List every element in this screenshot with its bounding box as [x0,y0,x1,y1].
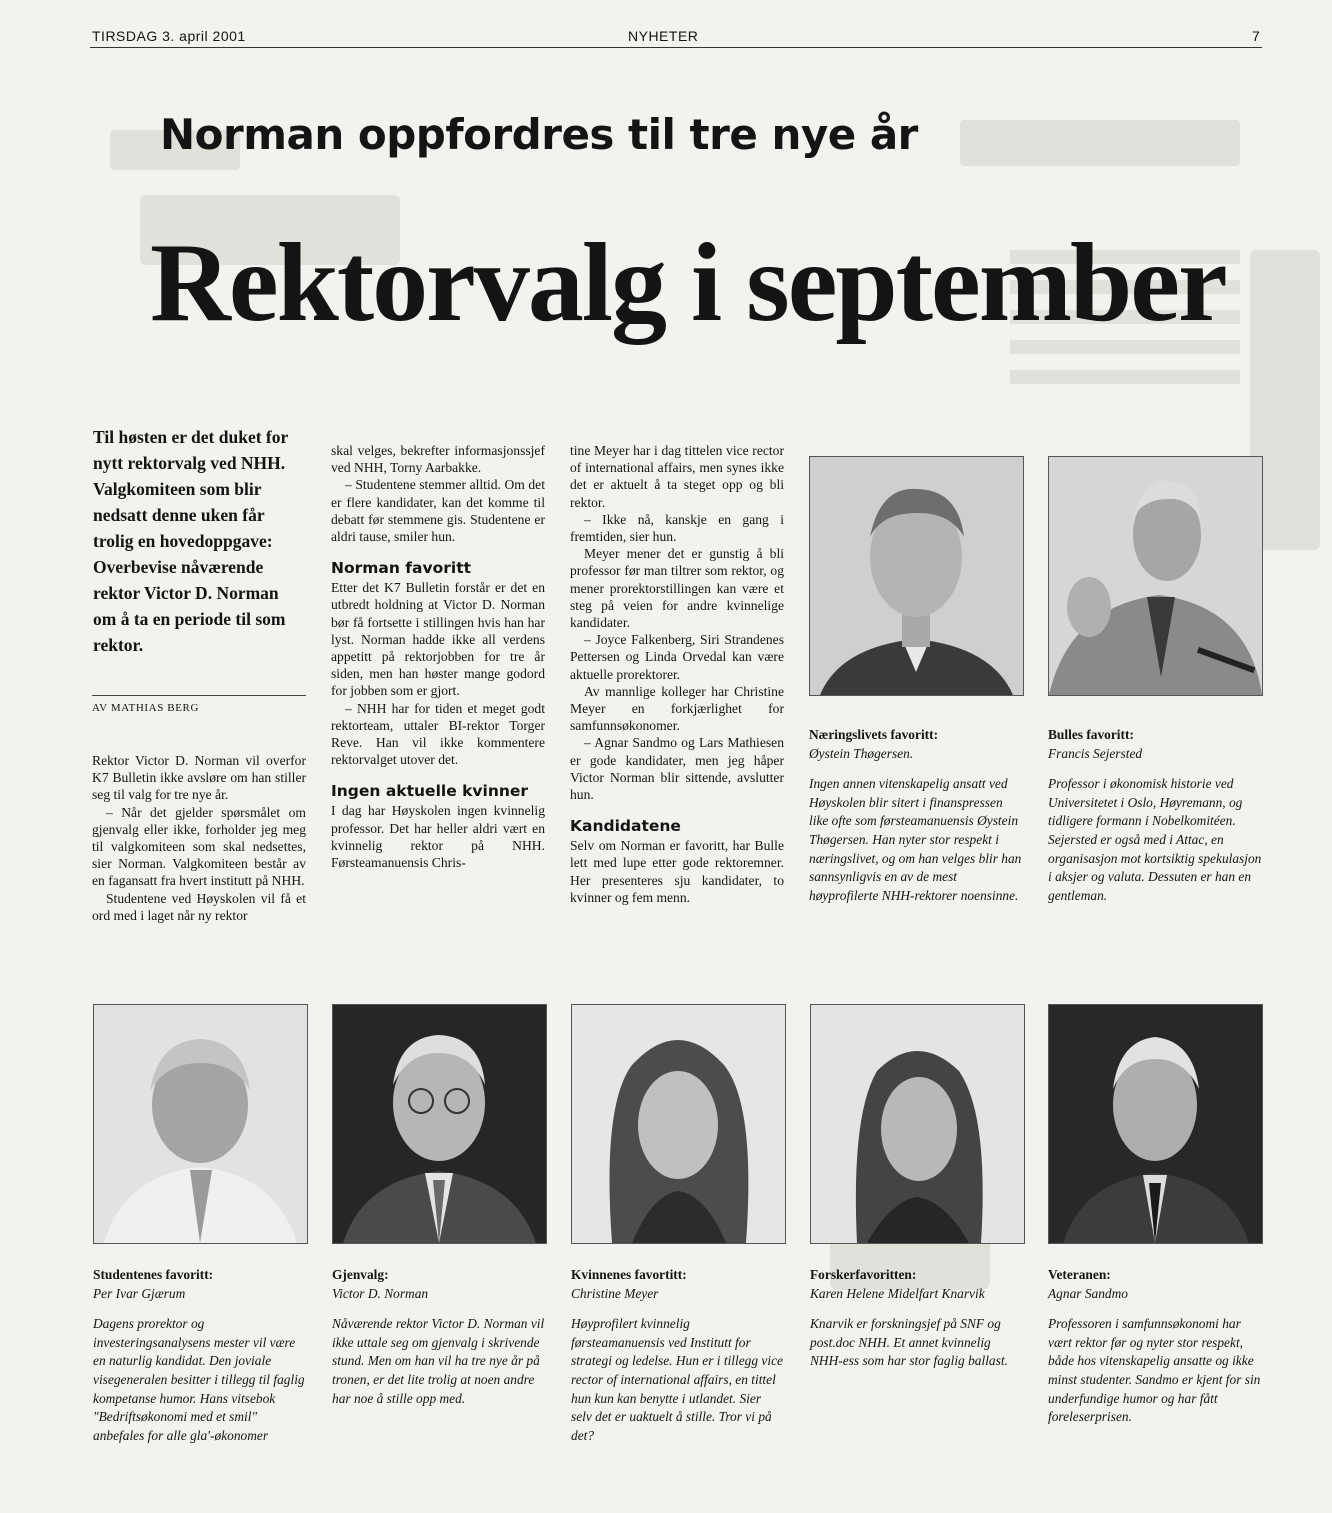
main-headline: Rektorvalg i september [150,221,1226,345]
caption-title: Veteranen: [1048,1267,1111,1282]
caption-name: Per Ivar Gjærum [93,1285,186,1301]
byline-rule [92,695,306,696]
caption-name: Øystein Thøgersen. [809,745,914,761]
body-column-2 [331,442,545,871]
caption-knarvik [810,1266,1024,1371]
caption-description: Nåværende rektor Victor D. Norman vil ikke uttale seg om gjenvalg i skrivende stund. Men om han vil ha tre nye år på tronen, er det lite trolig at noen andre har noe å stille opp med. [332,1316,545,1406]
portrait-photo-sandmo [1048,1004,1263,1244]
running-head-rule [90,47,1262,48]
paragraph: tine Meyer har i dag tittelen vice rector of international affairs, men synes ikke det er aktuelt å ta steget opp og bli rektor. [570,443,784,510]
caption-title: Forskerfavoritten: [810,1267,917,1282]
caption-title: Kvinnenes favortitt: [571,1267,687,1282]
caption-title: Gjenvalg: [332,1267,389,1282]
paragraph: – Joyce Falkenberg, Siri Strandenes Pettersen og Linda Orvedal kan være aktuelle prorektorer. [570,632,784,682]
paragraph: – Studentene stemmer alltid. Om det er flere kandidater, kan det komme til debatt før stemmene gis. Studentene er aldri tause, smiler hun. [331,477,545,545]
caption-name: Karen Helene Midelfart Knarvik [810,1285,985,1301]
portrait-photo-gjaerum [93,1004,308,1244]
caption-meyer [571,1266,785,1445]
caption-name: Francis Sejersted [1048,745,1143,761]
caption-gjaerum [93,1266,307,1445]
paragraph: Rektor Victor D. Norman vil overfor K7 Bulletin ikke avsløre om han stiller seg til valg for tre nye år. [92,753,306,803]
subheading-norman-favoritt: Norman favoritt [331,559,472,578]
kicker-headline: Norman oppfordres til tre nye år [160,110,918,159]
caption-title: Næringslivets favoritt: [809,727,939,742]
paragraph: – Når det gjelder spørsmålet om gjenvalg eller ikke, forholder jeg meg til valgkomiteen som skal nedsettes, sier Norman. Valgkomiteen består av en fagansatt fra hvert institutt på NHH. [92,804,306,889]
paragraph: – NHH har for tiden et meget godt rektorteam, uttaler BI-rektor Torger Reve. Han vil ikke kommentere rektorvalget utover det. [331,700,545,768]
paragraph: I dag har Høyskolen ingen kvinnelig professor. Det har heller aldri vært en kvinnelig rektor på NHH. Førsteamanuensis Chris- [331,803,545,871]
paragraph: – Ikke nå, kanskje en gang i fremtiden, sier hun. [570,511,784,545]
caption-description: Professoren i samfunnsøkonomi har vært rektor før og nyter stor respekt, både hos vitenskapelig ansatte og ikke minst studenter. Sandmo er kjent for sin underfundige humor og har fått foreleserprisen. [1048,1316,1261,1425]
paragraph: Meyer mener det er gunstig å bli professor før man tiltrer som rektor, og mener prorektorstillingen kan være et steg på veien for andre kvinnelige kandidater. [570,546,784,631]
paragraph: – Agnar Sandmo og Lars Mathiesen er gode kandidater, men jeg håper Victor Norman blir sittende, avslutter hun. [570,735,784,803]
portrait-photo-norman [332,1004,547,1244]
caption-description: Professor i økonomisk historie ved Universitetet i Oslo, Høyremann, og tidligere formann i Nobelkomitéen. Sejersted er også med i Attac, en organisasjon mot kortsiktig spekulasjon i aksjer og valuta. Dessuten er han en gentleman. [1048,776,1262,903]
paragraph: Studentene ved Høyskolen vil få et ord med i laget når ny rektor [92,890,306,923]
portrait-photo-sejersted [1048,456,1263,696]
caption-name: Christine Meyer [571,1285,659,1301]
caption-description: Dagens prorektor og investeringsanalysens mester vil være en naturlig kandidat. Den joviale visegeneralen besitter i tillegg til faglig kompetanse humor. Hans vitsebok "Bedriftsøkonomi med et smil" anbefales for alle gla'-økonomer [93,1316,305,1443]
caption-thogersen [809,726,1023,905]
caption-norman [332,1266,546,1408]
caption-name: Victor D. Norman [332,1285,429,1301]
caption-description: Ingen annen vitenskapelig ansatt ved Høyskolen blir sitert i finanspressen like ofte som førsteamanuensis Øystein Thøgersen. Han nyter stor respekt i næringslivet, og om han velges blir han sannsynligvis en av de mest høyprofilerte NHH-rektorer noensinne. [809,776,1022,903]
body-column-3 [570,442,784,906]
subheading-ingen-aktuelle-kvinner: Ingen aktuelle kvinner [331,782,529,801]
paragraph: skal velges, bekrefter informasjonssjef ved NHH, Torny Aarbakke. [331,443,545,476]
body-column-1 [92,752,306,924]
caption-description: Høyprofilert kvinnelig førsteamanuensis ved Institutt for strategi og ledelse. Hun er i tillegg vice rector of international affairs, en tittel hun kun kan benytte i utlandet. Sier selv det er uaktuelt å stille. Tror vi på det? [571,1316,783,1443]
caption-sejersted [1048,726,1262,905]
page-number: 7 [1252,28,1261,44]
paragraph: Etter det K7 Bulletin forstår er det en utbredt holdning at Victor D. Norman bør få fortsette i stillingen hvis han har lyst. Norman hadde ikke all verdens appetitt på rektorjobben for tre år siden, men han høster mange godord for jobben som er gjort. [331,580,545,699]
portrait-photo-knarvik [810,1004,1025,1244]
subheading-kandidatene: Kandidatene [570,817,681,836]
caption-sandmo [1048,1266,1262,1427]
portrait-photo-thogersen [809,456,1024,696]
caption-title: Bulles favoritt: [1048,727,1134,742]
caption-name: Agnar Sandmo [1048,1285,1128,1301]
portrait-photo-meyer [571,1004,786,1244]
ingress: Til høsten er det duket for nytt rektorvalg ved NHH. Valgkomiteen som blir nedsatt denne uken får trolig en hovedoppgave: Overbevise nåværende rektor Victor D. Norman om å ta en periode til som rektor. [93,427,288,655]
running-head-date: TIRSDAG 3. april 2001 [92,28,246,44]
byline: AV MATHIAS BERG [92,702,200,714]
paragraph: Av mannlige kolleger har Christine Meyer en forkjærlighet for samfunnsøkonomer. [570,683,784,734]
caption-title: Studentenes favoritt: [93,1267,214,1282]
running-head-section: NYHETER [628,28,699,44]
paragraph: Selv om Norman er favoritt, har Bulle lett med lupe etter gode rektoremner. Her presenteres sju kandidater, to kvinner og fem menn. [570,838,784,905]
caption-description: Knarvik er forskningsjef på SNF og post.doc NHH. Et annet kvinnelig NHH-ess som har stor faglig ballast. [810,1316,1008,1369]
